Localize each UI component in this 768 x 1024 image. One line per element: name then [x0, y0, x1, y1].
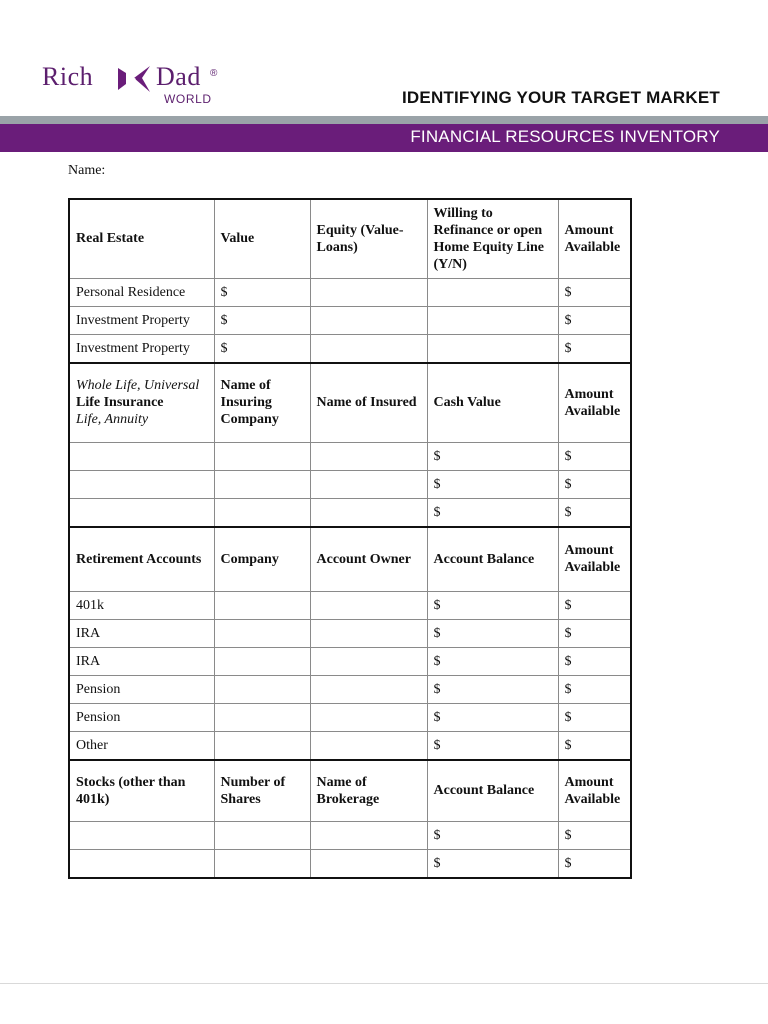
entry-cell[interactable]	[214, 471, 310, 499]
entry-cell[interactable]	[310, 675, 427, 703]
entry-cell[interactable]	[310, 619, 427, 647]
entry-cell[interactable]	[214, 499, 310, 528]
balance-cell[interactable]: $	[427, 647, 558, 675]
amount-cell[interactable]: $	[558, 850, 631, 879]
header-cell: Cash Value	[427, 363, 558, 443]
retirement-header-row	[69, 527, 631, 591]
amount-cell[interactable]: $	[558, 675, 631, 703]
entry-cell[interactable]	[310, 591, 427, 619]
balance-cell[interactable]: $	[427, 850, 558, 879]
entry-cell[interactable]	[214, 703, 310, 731]
cash-value-cell[interactable]: $	[427, 499, 558, 528]
entry-cell[interactable]	[214, 443, 310, 471]
entry-cell[interactable]	[310, 471, 427, 499]
life-type-text-1: Whole Life, Universal	[76, 378, 200, 394]
header-cell: Amount Available	[558, 527, 631, 591]
amount-cell[interactable]: $	[558, 471, 631, 499]
row-label: IRA	[69, 647, 214, 675]
amount-cell[interactable]: $	[558, 591, 631, 619]
header-cell: Number of Shares	[214, 760, 310, 822]
header-cell: Account Owner	[310, 527, 427, 591]
table-row	[69, 822, 631, 850]
row-label: Pension	[69, 703, 214, 731]
amount-cell[interactable]: $	[558, 306, 631, 334]
row-label: IRA	[69, 619, 214, 647]
entry-cell[interactable]	[310, 647, 427, 675]
amount-cell[interactable]: $	[558, 822, 631, 850]
header-cell: Company	[214, 527, 310, 591]
table-row	[69, 731, 631, 760]
section-banner-title: FINANCIAL RESOURCES INVENTORY	[410, 127, 720, 146]
amount-cell[interactable]: $	[558, 334, 631, 363]
amount-cell[interactable]: $	[558, 443, 631, 471]
cash-value-cell[interactable]: $	[427, 471, 558, 499]
entry-cell[interactable]	[214, 822, 310, 850]
table-row	[69, 306, 631, 334]
entry-cell[interactable]	[214, 731, 310, 760]
amount-cell[interactable]: $	[558, 703, 631, 731]
refinance-cell[interactable]	[427, 334, 558, 363]
entry-cell[interactable]	[69, 443, 214, 471]
balance-cell[interactable]: $	[427, 731, 558, 760]
financial-inventory-table	[68, 198, 632, 879]
table-row	[69, 647, 631, 675]
equity-cell[interactable]	[310, 278, 427, 306]
header-cell: Real Estate	[69, 199, 214, 278]
header-cell: Amount Available	[558, 760, 631, 822]
logo-word-rich: Rich	[42, 62, 94, 91]
refinance-cell[interactable]	[427, 278, 558, 306]
entry-cell[interactable]	[214, 619, 310, 647]
value-cell[interactable]: $	[214, 306, 310, 334]
value-cell[interactable]: $	[214, 278, 310, 306]
header-cell: Value	[214, 199, 310, 278]
balance-cell[interactable]: $	[427, 703, 558, 731]
cash-value-cell[interactable]: $	[427, 443, 558, 471]
name-label[interactable]: Name:	[68, 163, 106, 178]
stocks-header-row	[69, 760, 631, 822]
row-label: Personal Residence	[69, 278, 214, 306]
registered-mark: ®	[210, 68, 218, 79]
header-cell: Retirement Accounts	[69, 527, 214, 591]
entry-cell[interactable]	[69, 499, 214, 528]
row-label: Investment Property	[69, 306, 214, 334]
logo-mark-icon	[114, 64, 154, 94]
entry-cell[interactable]	[310, 731, 427, 760]
table-row	[69, 443, 631, 471]
header-cell: Equity (Value-Loans)	[310, 199, 427, 278]
balance-cell[interactable]: $	[427, 822, 558, 850]
table-row	[69, 471, 631, 499]
equity-cell[interactable]	[310, 334, 427, 363]
header-cell: Name of Insured	[310, 363, 427, 443]
amount-cell[interactable]: $	[558, 647, 631, 675]
balance-cell[interactable]: $	[427, 675, 558, 703]
entry-cell[interactable]	[214, 647, 310, 675]
entry-cell[interactable]	[214, 850, 310, 879]
row-label: 401k	[69, 591, 214, 619]
entry-cell[interactable]	[310, 443, 427, 471]
entry-cell[interactable]	[69, 822, 214, 850]
table-row	[69, 619, 631, 647]
life-insurance-header-row	[69, 363, 631, 443]
header-gray-band	[0, 116, 768, 124]
page-bottom-divider	[0, 983, 768, 984]
entry-cell[interactable]	[310, 822, 427, 850]
table-row	[69, 675, 631, 703]
rich-dad-world-logo	[42, 60, 232, 110]
amount-cell[interactable]: $	[558, 619, 631, 647]
amount-cell[interactable]: $	[558, 278, 631, 306]
amount-cell[interactable]: $	[558, 731, 631, 760]
real-estate-header-row	[69, 199, 631, 278]
balance-cell[interactable]: $	[427, 591, 558, 619]
logo-word-dad: Dad	[156, 62, 201, 91]
entry-cell[interactable]	[69, 850, 214, 879]
table-row	[69, 278, 631, 306]
amount-cell[interactable]: $	[558, 499, 631, 528]
header-cell: Stocks (other than 401k)	[69, 760, 214, 822]
table-row	[69, 703, 631, 731]
entry-cell[interactable]	[310, 850, 427, 879]
row-label: Other	[69, 731, 214, 760]
refinance-cell[interactable]	[427, 306, 558, 334]
entry-cell[interactable]	[310, 499, 427, 528]
header-cell: Name of Insuring Company	[214, 363, 310, 443]
value-cell[interactable]: $	[214, 334, 310, 363]
entry-cell[interactable]	[214, 675, 310, 703]
header-cell	[69, 363, 214, 443]
document-title: IDENTIFYING YOUR TARGET MARKET	[402, 88, 720, 107]
header-cell: Account Balance	[427, 760, 558, 822]
table-row	[69, 499, 631, 528]
equity-cell[interactable]	[310, 306, 427, 334]
header-cell: Amount Available	[558, 363, 631, 443]
header-cell: Account Balance	[427, 527, 558, 591]
header-cell: Amount Available	[558, 199, 631, 278]
table-row	[69, 334, 631, 363]
entry-cell[interactable]	[69, 471, 214, 499]
header-cell: Name of Brokerage	[310, 760, 427, 822]
life-type-text-2: Life, Annuity	[76, 412, 149, 428]
table-row	[69, 850, 631, 879]
entry-cell[interactable]	[310, 703, 427, 731]
entry-cell[interactable]	[214, 591, 310, 619]
row-label: Investment Property	[69, 334, 214, 363]
header-cell: Willing to Refinance or open Home Equity Line (Y/N)	[427, 199, 558, 278]
table-row	[69, 591, 631, 619]
balance-cell[interactable]: $	[427, 619, 558, 647]
logo-sub-world: WORLD	[164, 92, 212, 106]
life-insurance-label: Life Insurance	[76, 395, 164, 411]
row-label: Pension	[69, 675, 214, 703]
